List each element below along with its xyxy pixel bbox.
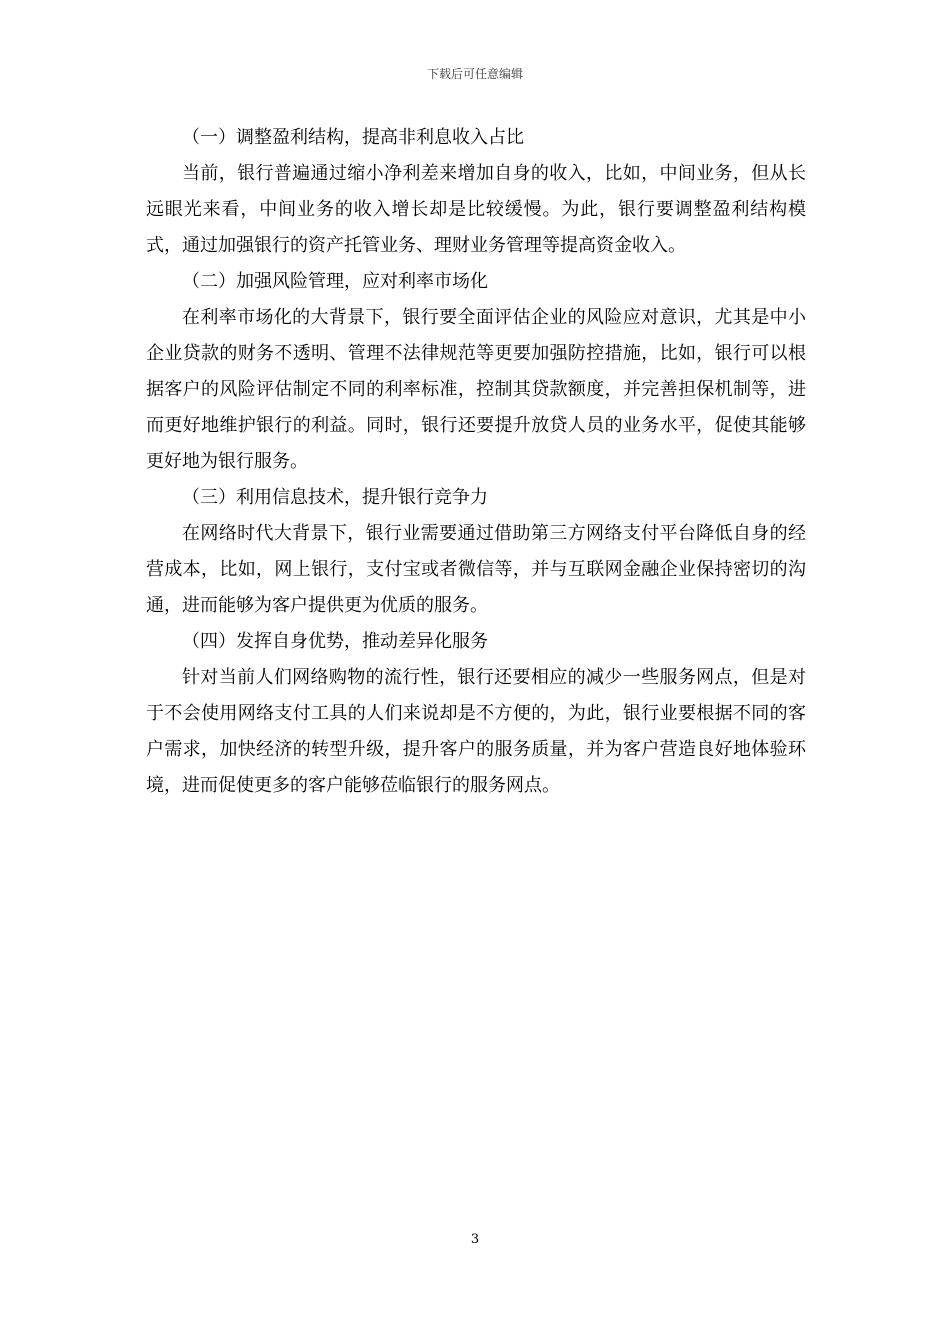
document-body	[146, 120, 806, 804]
section-paragraph: 针对当前人们网络购物的流行性，银行还要相应的减少一些服务网点，但是对于不会使用网络支付工具的人们来说却是不方便的，为此，银行业要根据不同的客户需求，加快经济的转型升级，提升客户的服务质量，并为客户营造良好地体验环境，进而促使更多的客户能够莅临银行的服务网点。	[146, 667, 806, 796]
section-heading: （一）调整盈利结构，提高非利息收入占比	[182, 127, 524, 148]
section-4	[146, 624, 806, 804]
section-2	[146, 264, 806, 480]
section-heading: （四）发挥自身优势，推动差异化服务	[182, 631, 488, 652]
section-heading: （二）加强风险管理，应对利率市场化	[182, 271, 488, 292]
section-paragraph: 在利率市场化的大背景下，银行要全面评估企业的风险应对意识，尤其是中小企业贷款的财务不透明、管理不法律规范等更要加强防控措施，比如，银行可以根据客户的风险评估制定不同的利率标准，控制其贷款额度，并完善担保机制等，进而更好地维护银行的利益。同时，银行还要提升放贷人员的业务水平，促使其能够更好地为银行服务。	[146, 307, 806, 472]
section-heading: （三）利用信息技术，提升银行竞争力	[182, 487, 488, 508]
section-1	[146, 120, 806, 264]
section-paragraph: 当前，银行普遍通过缩小净利差来增加自身的收入，比如，中间业务，但从长远眼光来看，中间业务的收入增长却是比较缓慢。为此，银行要调整盈利结构模式，通过加强银行的资产托管业务、理财业务管理等提高资金收入。	[146, 163, 806, 256]
page-number: 3	[470, 1232, 480, 1247]
section-paragraph: 在网络时代大背景下，银行业需要通过借助第三方网络支付平台降低自身的经营成本，比如，网上银行，支付宝或者微信等，并与互联网金融企业保持密切的沟通，进而能够为客户提供更为优质的服务。	[146, 523, 806, 616]
header-note: 下载后可任意编辑	[426, 67, 523, 81]
section-3	[146, 480, 806, 624]
